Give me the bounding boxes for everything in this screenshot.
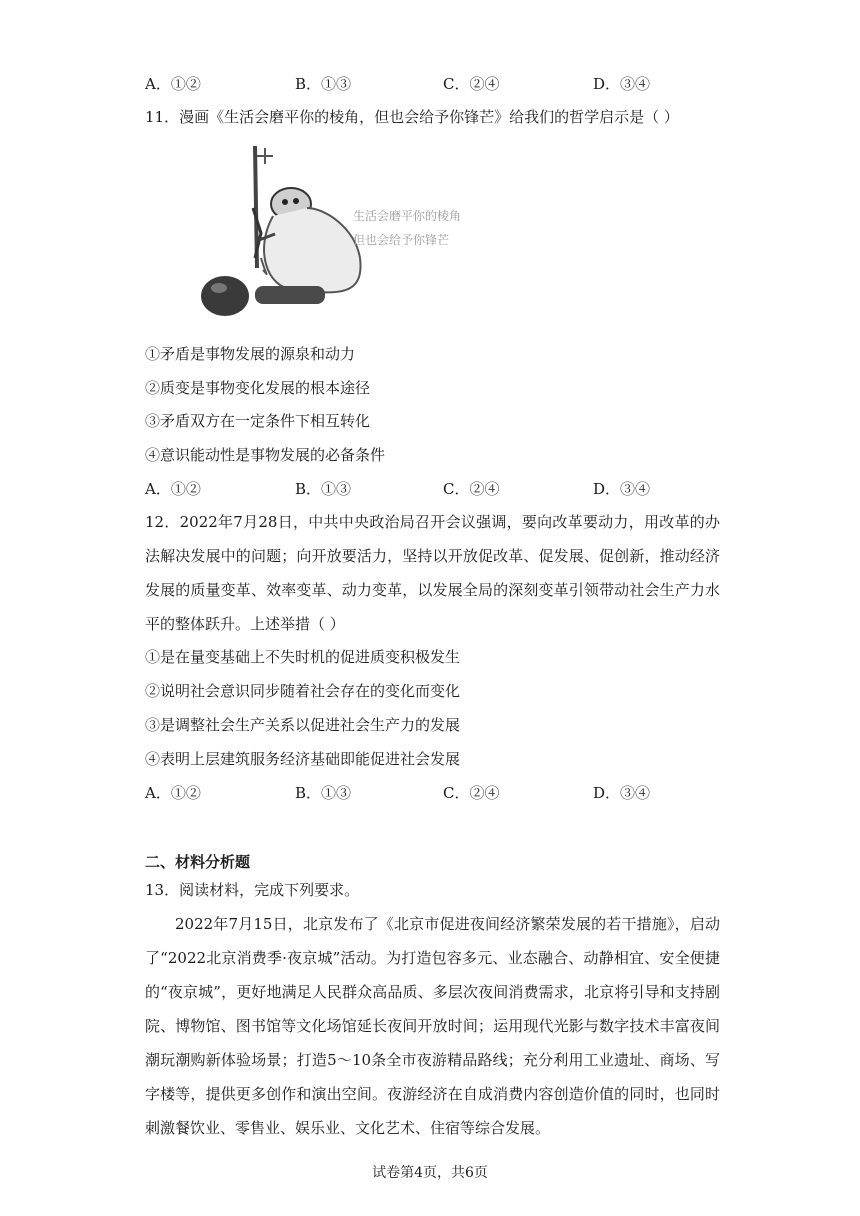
q11-statement-3: ③矛盾双方在一定条件下相互转化 (145, 412, 371, 430)
q11-stem: 11．漫画《生活会磨平你的棱角，但也会给予你锋芒》给我们的哲学启示是（ ） (145, 108, 679, 126)
q13-material: 2022年7月15日，北京发布了《北京市促进夜间经济繁荣发展的若干措施》，启动了“2022北京消费季·夜京城”活动。为打造包容多元、业态融合、动静相宜、安全便捷的“夜京城”，更好地满足人民群众高品质、多层次夜间消费需求，北京将引导和支持剧院、博物馆、图书馆等文化场馆延长夜间开放时间；运用现代光影与数字技术丰富夜间潮玩潮购新体验场景；打造5～10条全市夜游精品路线；充分利用工业遗址、商场、写字楼等，提供更多创作和演出空间。夜游经济在自成消费内容创造价值的同时，也同时刺激餐饮业、零售业、娱乐业、文化艺术、住宿等综合发展。 (145, 915, 720, 1137)
q10-options (145, 74, 705, 94)
q12-statement-1: ①是在量变基础上不失时机的促进质变积极发生 (145, 648, 461, 666)
q12-option-d: D．③④ (593, 784, 651, 802)
q11-statement-1: ①矛盾是事物发展的源泉和动力 (145, 345, 356, 363)
cartoon-caption-line1: 生活会磨平你的棱角 (353, 209, 462, 223)
q10-option-b: B．①③ (295, 75, 352, 93)
q11-statement-2: ②质变是事物变化发展的根本途径 (145, 379, 371, 397)
q12-statement-3: ③是调整社会生产关系以促进社会生产力的发展 (145, 716, 461, 734)
q10-option-d: D．③④ (593, 75, 651, 93)
q12-statement-4: ④表明上层建筑服务经济基础即能促进社会发展 (145, 750, 461, 768)
cartoon-image (195, 138, 525, 330)
q11-statement-4: ④意识能动性是事物发展的必备条件 (145, 446, 386, 464)
q12-stem: 12．2022年7月28日，中共中央政治局召开会议强调，要向改革要动力，用改革的办法解决发展中的问题；向开放要活力，坚持以开放促改革、促发展、促创新，推动经济发展的质量变革、效率变革、动力变革，以发展全局的深刻变革引领带动社会生产力水平的整体跃升。上述举措（ ） (145, 513, 720, 633)
q11-option-d: D．③④ (593, 480, 651, 498)
q10-option-a: A．①② (145, 75, 201, 93)
q13-stem: 13．阅读材料，完成下列要求。 (145, 881, 360, 899)
q11-option-c: C．②④ (443, 480, 500, 498)
cartoon-caption-line2: 但也会给予你锋芒 (353, 233, 450, 247)
q11-options (145, 479, 705, 499)
q11-option-b: B．①③ (295, 480, 352, 498)
q12-option-b: B．①③ (295, 784, 352, 802)
q12-options (145, 783, 705, 803)
q12-statement-2: ②说明社会意识同步随着社会存在的变化而变化 (145, 682, 461, 700)
page-footer: 试卷第4页，共6页 (372, 1165, 488, 1181)
section-heading: 二、材料分析题 (145, 853, 251, 871)
q12-option-a: A．①② (145, 784, 201, 802)
q12-option-c: C．②④ (443, 784, 500, 802)
q10-option-c: C．②④ (443, 75, 500, 93)
q11-option-a: A．①② (145, 480, 201, 498)
